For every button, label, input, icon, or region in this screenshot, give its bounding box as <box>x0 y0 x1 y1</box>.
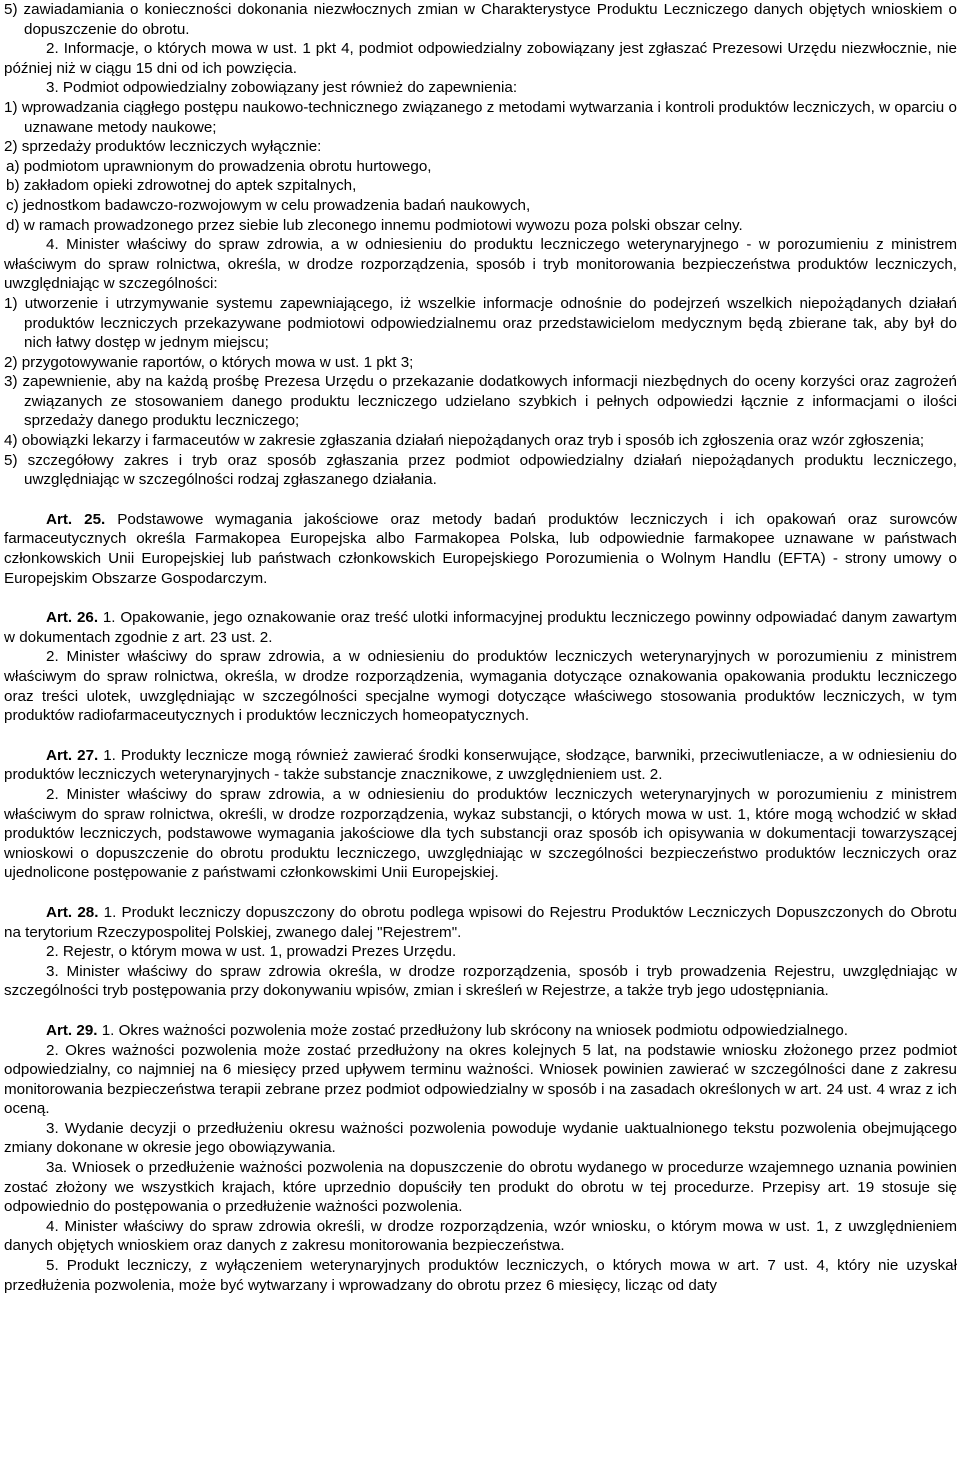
paragraph-3-item-2d: d) w ramach prowadzonego przez siebie lub zleconego innemu podmiotowi wywozu poza polski obszar celny. <box>6 216 743 234</box>
article-26-paragraph-2: 2. Minister właściwy do spraw zdrowia, a w odniesieniu do produktów leczniczych weterynaryjnych w porozumieniu z ministrem właściwym do spraw rolnictwa, określa, w drodze rozporządzenia, wymagania dotyczące oznakowania opakowania produktu leczniczego oraz treści ulotek, uwzględniając w szczególności specjalne wymogi dotyczące właściwego stosowania produktów leczniczych, w tym produktów radiofarmaceutycznych i produktów leczniczych homeopatycznych. <box>4 648 957 725</box>
paragraph-4-item-5: 5) szczegółowy zakres i tryb oraz sposób zgłaszania przez podmiot odpowiedzialny działań niepożądanych produktu leczniczego, uwzględniając w szczególności rodzaj zgłaszanego działania. <box>4 451 957 489</box>
article-29-paragraph-1: 1. Okres ważności pozwolenia może zostać przedłużony lub skrócony na wniosek podmiotu odpowiedzialnego. <box>101 1021 849 1039</box>
article-25 <box>4 510 957 588</box>
article-27-paragraph-2: 2. Minister właściwy do spraw zdrowia, a w odniesieniu do produktów leczniczych weterynaryjnych w porozumieniu z ministrem właściwym do spraw rolnictwa, określi, w drodze rozporządzenia, wykaz substancji, o których mowa w ust. 1, które mogą wchodzić w skład produktów leczniczych, podstawowe wymagania jakościowe dla tych substancji oraz sposób ich opisywania w dokumentacji towarzyszącej wnioskowi o dopuszczenie do obrotu produktu leczniczego, uwzględniając w szczególności bezpieczeństwo produktów leczniczych oraz ujednolicone postępowanie z państwami członkowskimi Unii Europejskiej. <box>4 785 957 882</box>
article-28 <box>4 903 957 942</box>
paragraph-4-item-4: 4) obowiązki lekarzy i farmaceutów w zakresie zgłaszania działań niepożądanych oraz tryb i sposób ich zgłoszenia oraz wzór zgłoszenia; <box>4 432 925 450</box>
paragraph-4-item-2: 2) przygotowywanie raportów, o których mowa w ust. 1 pkt 3; <box>4 353 414 371</box>
paragraph-3-item-2b: b) zakładom opieki zdrowotnej do aptek szpitalnych, <box>6 177 357 195</box>
article-29-heading: Art. 29. <box>46 1021 98 1039</box>
article-29-paragraph-5: 5. Produkt leczniczy, z wyłączeniem weterynaryjnych produktów leczniczych, o których mowa w art. 7 ust. 4, który nie uzyskał przedłużenia pozwolenia, może być wytwarzany i wprowadzany do obrotu przez 6 miesięcy, licząc od daty <box>4 1257 957 1294</box>
obligation-item-5: 5) zawiadamiania o konieczności dokonania niezwłocznych zmian w Charakterystyce Produktu Leczniczego danych objętych wnioskiem o dopuszczenie do obrotu. <box>4 1 957 38</box>
article-28-paragraph-2: 2. Rejestr, o którym mowa w ust. 1, prowadzi Prezes Urzędu. <box>46 943 457 961</box>
article-29-paragraph-4: 4. Minister właściwy do spraw zdrowia określi, w drodze rozporządzenia, wzór wniosku, o którym mowa w ust. 1, z uwzględnieniem danych objętych wnioskiem oraz danych z zakresu monitorowania bezpieczeństwa. <box>4 1217 957 1255</box>
article-29-paragraph-2: 2. Okres ważności pozwolenia może zostać przedłużony na okres kolejnych 5 lat, na podstawie wniosku złożonego przez podmiot odpowiedzialny, co najmniej na 6 miesięcy przed upływem terminu ważności. Wniosek powinien zawierać w szczególności dane z zakresu monitorowania bezpieczeństwa terapii zebrane przez podmiot odpowiedzialny w sposób i na zasadach określonych w art. 24 ust. 4 wraz z ich oceną. <box>4 1041 957 1118</box>
paragraph-3-item-2c: c) jednostkom badawczo-rozwojowym w celu prowadzenia badań naukowych, <box>6 196 531 214</box>
article-28-paragraph-1: 1. Produkt leczniczy dopuszczony do obrotu podlega wpisowi do Rejestru Produktów Leczniczych Dopuszczonych do Obrotu na terytorium Rzeczypospolitej Polskiej, zwanego dalej "Rejestrem". <box>4 903 957 941</box>
article-29-paragraph-3a: 3a. Wniosek o przedłużenie ważności pozwolenia na dopuszczenie do obrotu wydanego w procedurze wzajemnego uznania powinien zostać złożony we wszystkich krajach, które uprzednio dopuściły ten produkt do obrotu w tej procedurze. Przepisy art. 19 stosuje się odpowiednio do postępowania o przedłużenie ważności pozwolenia. <box>4 1159 957 1216</box>
article-27-paragraph-1: 1. Produkty lecznicze mogą również zawierać środki konserwujące, słodzące, barwniki, przeciwutleniacze, a w odniesieniu do produktów leczniczych weterynaryjnych - także substancje znacznikowe, z uwzględnieniem ust. 2. <box>4 746 957 784</box>
article-29 <box>4 1021 957 1041</box>
paragraph-3-item-1: 1) wprowadzania ciągłego postępu naukowo-technicznego związanego z metodami wytwarzania i kontroli produktów leczniczych, w oparciu o uznawane metody naukowe; <box>4 98 957 136</box>
article-25-text: Podstawowe wymagania jakościowe oraz metody badań produktów leczniczych i ich opakowań oraz surowców farmaceutycznych określa Farmakopea Europejska albo Farmakopea Polska, lub odpowiednie farmakopee uznawane w państwach członkowskich Unii Europejskiej lub państwach członkowskich Europejskiego Porozumienia o Wolnym Handlu (EFTA) - strony umowy o Europejskim Obszarze Gospodarczym. <box>4 510 957 587</box>
article-29-paragraph-3: 3. Wydanie decyzji o przedłużeniu okresu ważności pozwolenia powoduje wydanie uaktualnionego tekstu pozwolenia obejmującego zmiany dokonane w okresie jego obowiązywania. <box>4 1119 957 1157</box>
paragraph-4: 4. Minister właściwy do spraw zdrowia, a w odniesieniu do produktu leczniczego weterynaryjnego - w porozumieniu z ministrem właściwym do spraw rolnictwa, określa, w drodze rozporządzenia, sposób i tryb monitorowania bezpieczeństwa produktów leczniczych, uwzględniając w szczególności: <box>4 236 957 293</box>
article-27-heading: Art. 27. <box>46 746 99 764</box>
paragraph-2: 2. Informacje, o których mowa w ust. 1 pkt 4, podmiot odpowiedzialny zobowiązany jest zgłaszać Prezesowi Urzędu niezwłocznie, nie później niż w ciągu 15 dni od ich powzięcia. <box>4 40 957 77</box>
article-28-heading: Art. 28. <box>46 903 99 921</box>
paragraph-3: 3. Podmiot odpowiedzialny zobowiązany jest również do zapewnienia: <box>46 79 518 97</box>
paragraph-4-item-1: 1) utworzenie i utrzymywanie systemu zapewniającego, iż wszelkie informacje odnośnie do podejrzeń wszelkich niepożądanych działań produktów leczniczych przekazywane podmiotowi odpowiedzialnemu oraz przedstawicielom medycznym będą zbierane tak, aby był do nich łatwy dostęp w jednym miejscu; <box>4 294 957 352</box>
article-26-paragraph-1: 1. Opakowanie, jego oznakowanie oraz treść ulotki informacyjnej produktu leczniczego powinny odpowiadać danym zawartym w dokumentach zgodnie z art. 23 ust. 2. <box>4 609 957 646</box>
paragraph-3-item-2a: a) podmiotom uprawnionym do prowadzenia obrotu hurtowego, <box>6 157 432 175</box>
article-25-heading: Art. 25. <box>46 510 106 528</box>
paragraph-4-item-3: 3) zapewnienie, aby na każdą prośbę Prezesa Urzędu o przekazanie dodatkowych informacji niezbędnych do oceny korzyści oraz zagrożeń związanych ze stosowaniem danego produktu leczniczego udzielano szybkich i pełnych odpowiedzi łącznie z informacjami o ilości sprzedaży danego produktu leczniczego; <box>4 373 957 430</box>
article-26-heading: Art. 26. <box>46 609 99 627</box>
article-28-paragraph-3: 3. Minister właściwy do spraw zdrowia określa, w drodze rozporządzenia, sposób i tryb prowadzenia Rejestru, uwzględniając w szczególności tryb postępowania przy dokonywaniu wpisów, zmian i skreśleń w Rejestrze, a także tryb jego udostępniania. <box>4 962 957 1000</box>
article-26 <box>4 608 957 647</box>
article-27 <box>4 746 957 785</box>
paragraph-3-item-2: 2) sprzedaży produktów leczniczych wyłącznie: <box>4 138 322 156</box>
